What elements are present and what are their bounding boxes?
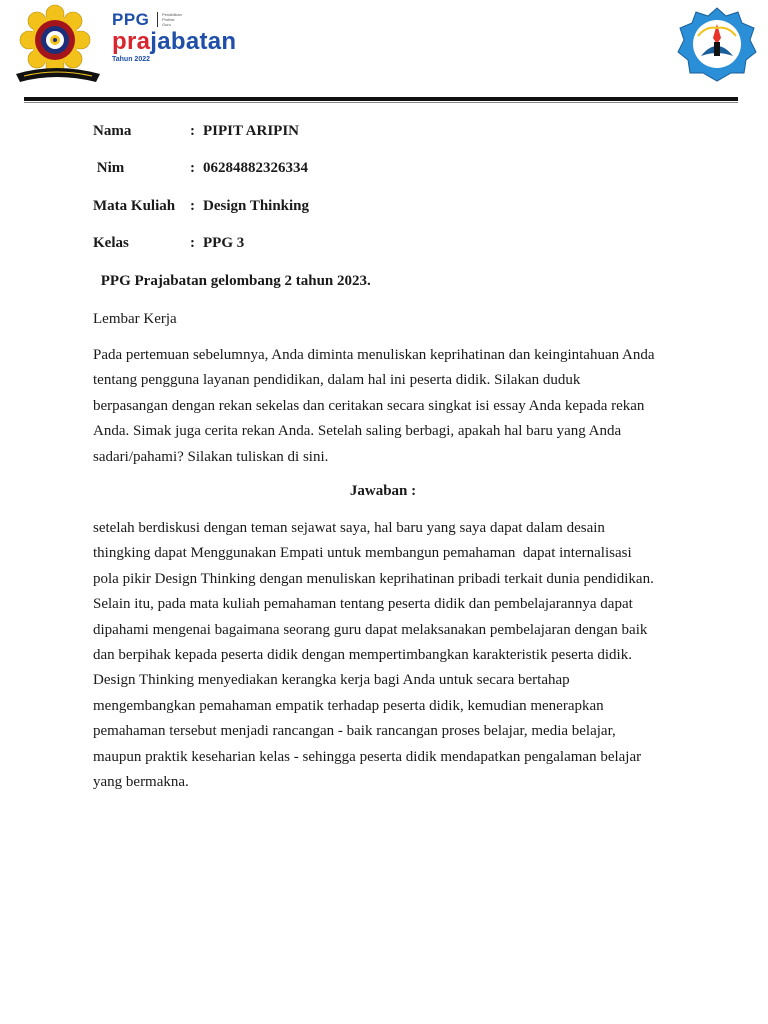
info-colon: :	[190, 198, 195, 214]
header-rule	[24, 97, 738, 101]
tut-wuri-handayani-icon	[676, 6, 758, 82]
header-rule-thin	[24, 102, 738, 103]
answer-line: dipahami mengenai bagaimana seorang guru dapat melaksanakan pembelajaran dengan baik	[93, 621, 648, 638]
answer-line: Design Thinking menyediakan kerangka kerja bagi Anda untuk secara bertahap	[93, 672, 570, 689]
ppg-small-text	[162, 12, 202, 27]
lembar-kerja-heading: Lembar Kerja	[93, 311, 177, 327]
info-value: 06284882326334	[203, 160, 308, 176]
logo-divider	[157, 12, 158, 27]
prajabatan-blue-part: jabatan	[150, 28, 237, 55]
prompt-line: Pada pertemuan sebelumnya, Anda diminta menuliskan keprihatinan dan keingintahuan Anda	[93, 347, 655, 363]
prompt-line: Anda. Simak juga cerita rekan Anda. Setelah saling berbagi, apakah hal baru yang Anda	[93, 423, 622, 440]
answer-paragraph	[93, 516, 683, 795]
prompt-line: sadari/pahami? Silakan tuliskan di sini.	[93, 448, 329, 465]
prompt-paragraph	[93, 343, 683, 470]
ppg-small-line: Profesi	[162, 17, 175, 22]
university-seal-icon	[10, 4, 106, 86]
ppg-prajabatan-logo	[112, 10, 242, 66]
info-value: Design Thinking	[203, 198, 310, 214]
prajabatan-word	[112, 28, 236, 56]
answer-line: dan berpihak kepada peserta didik dengan mempertimbangkan karakteristik peserta didik.	[93, 647, 632, 664]
answer-line: pemahaman tersebut menjadi rancangan - baik rancangan proses belajar, media belajar,	[93, 723, 616, 740]
info-value: PIPIT ARIPIN	[203, 123, 299, 139]
answer-line: thingking dapat Menggunakan Empati untuk membangun pemahaman dapat internalisasi	[93, 545, 632, 562]
answer-line: yang bermakna.	[93, 774, 189, 791]
info-colon: :	[190, 160, 195, 176]
info-label: Nama	[93, 123, 132, 139]
info-label: Nim	[93, 160, 125, 176]
ppg-word: PPG	[112, 10, 150, 29]
ppg-small-line: Guru	[162, 22, 171, 27]
info-colon: :	[190, 235, 195, 251]
answer-line: mengembangkan pemahaman empatik terhadap peserta didik, kemudian menerapkan	[93, 697, 604, 714]
info-label: Mata Kuliah	[93, 198, 176, 214]
prajabatan-red-part: pra	[112, 28, 151, 55]
prompt-line: tentang pengguna layanan pendidikan, dalam hal ini peserta didik. Silakan duduk	[93, 372, 581, 389]
info-colon: :	[190, 123, 195, 139]
answer-line: setelah berdiskusi dengan teman sejawat saya, hal baru yang saya dapat dalam desain	[93, 520, 605, 536]
answer-line: Selain itu, pada mata kuliah pemahaman tentang peserta didik dan pembelajarannya dapat	[93, 596, 633, 613]
ppg-small-line: Pendidikan	[162, 12, 182, 17]
info-value: PPG 3	[203, 235, 245, 251]
answer-line: maupun praktik keseharian kelas - sehingga peserta didik mendapatkan pengalaman belajar	[93, 748, 642, 765]
logo-year: Tahun 2022	[112, 56, 150, 63]
jawaban-heading: Jawaban :	[349, 483, 417, 499]
answer-line: pola pikir Design Thinking dengan menuliskan keprihatinan pribadi terkait dunia pendidikan.	[93, 570, 654, 587]
prompt-line: berpasangan dengan rekan sekelas dan ceritakan secara singkat isi essay Anda kepada rekan	[93, 397, 645, 414]
gelombang-text: PPG Prajabatan gelombang 2 tahun 2023.	[97, 273, 371, 289]
info-label: Kelas	[93, 235, 129, 251]
